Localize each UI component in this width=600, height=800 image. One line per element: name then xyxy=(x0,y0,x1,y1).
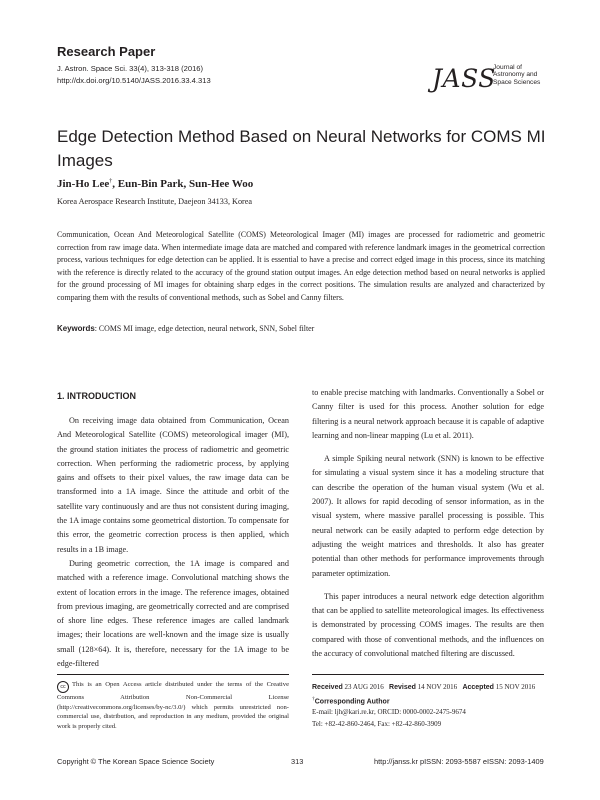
paper-title: Edge Detection Method Based on Neural Networks for COMS MI Images xyxy=(57,127,546,170)
corresponding-mark: † xyxy=(312,695,315,702)
revised-date: 14 NOV 2016 xyxy=(417,683,458,691)
right-column xyxy=(312,386,544,661)
keywords xyxy=(57,324,545,333)
journal-logo-line: Space Sciences xyxy=(493,78,541,86)
footnote-divider xyxy=(312,674,544,675)
paragraph: to enable precise matching with landmarks. Conventionally a Sobel or Canny filter is used for this process. Another solution for edge filtering is a neural network approach because it is capable of adaptive learning and non-linear mapping (Lu et al. 2011). xyxy=(312,388,544,440)
journal-logo xyxy=(432,62,552,98)
keywords-list: : COMS MI image, edge detection, neural network, SNN, Sobel filter xyxy=(94,324,315,333)
affiliation: Korea Aerospace Research Institute, Daejeon 34133, Korea xyxy=(57,197,253,206)
journal-logo-line: Astronomy and xyxy=(493,71,538,79)
revised-label: Revised xyxy=(389,684,416,691)
journal-logo-mark: JASS xyxy=(432,64,496,93)
corresponding-author xyxy=(312,694,548,708)
author-list xyxy=(57,178,253,190)
creative-commons-icon: cc xyxy=(57,681,69,693)
copyright-notice: Copyright © The Korean Space Science Society xyxy=(57,757,215,766)
accepted-date: 15 NOV 2016 xyxy=(495,683,536,691)
section-heading: 1. INTRODUCTION xyxy=(57,391,137,401)
corresponding-author-mark: † xyxy=(109,178,113,185)
paragraph: During geometric correction, the 1A image is compared and matched with a reference image. Convolutional matching shows the extent of location errors in the image. The reference images, obtained from previous imaging, are geometrically corrected and are comprised of shore line edges. These reference images are called landmark images; their locations are well-known and the image size is usually small (128×64). It is, therefore, necessary for the 1A image to be edge-filtered xyxy=(57,558,289,669)
corresponding-label: Corresponding Author xyxy=(314,697,390,705)
abstract: Communication, Ocean And Meteorological Satellite (COMS) Meteorological Imager (MI) images are processed for radiometric and geometric correction from raw image data. When intermediate image data are matched and compared with reference landmark images in the geometrical correction process, various techniques for edge detection can be applied. It is essential to have a precise and correct edged image in this process, since its matching with the reference is directly related to the accuracy of the ground station output images. An edge detection method based on neural networks is applied for the ground processing of MI images for obtaining sharp edges in the correct positions. The simulation results are analyzed and characterized by comparing them with the results of conventional methods, such as Sobel and Canny filters. xyxy=(57,230,545,302)
journal-logo-text xyxy=(493,64,540,86)
left-column xyxy=(57,414,289,671)
issn-line: http://janss.kr pISSN: 2093-5587 eISSN: 2093-1409 xyxy=(374,757,544,766)
accepted-label: Accepted xyxy=(462,684,494,691)
article-history xyxy=(312,682,548,730)
paragraph: On receiving image data obtained from Communication, Ocean And Meteorological Satellite (COMS) meteorological imager (MI), the ground station initiates the process of radiometric and geometric correction. When performing the radiometric process, by applying gains and offsets to their pixel values, the raw image data can be transformed into a 1A image. Since the attitude and orbit of the satellite vary continuously and are thus not consistent during imaging, the 1A image contains some geometrical distortion. To compensate for this error, the geometric correction process is then applied, which results in a 1B image. xyxy=(57,416,289,554)
footnote-divider xyxy=(57,674,289,675)
license-text: This is an Open Access article distributed under the terms of the Creative Commons Attribution Non-Commercial License (http://creativecommons.org/licenses/by-nc/3.0/) which permits unrestricted non-commercial use, distribution, and reproduction in any medium, provided the original work is properly cited. xyxy=(57,681,289,730)
contact-email[interactable]: E-mail: ljh@kari.re.kr, ORCID: 0000-0002-2475-9674 xyxy=(312,708,466,717)
license-notice xyxy=(57,680,289,731)
received-label: Received xyxy=(312,684,343,691)
received-date: 23 AUG 2016 xyxy=(344,683,384,691)
first-author: Jin-Ho Lee xyxy=(57,178,110,190)
paragraph: A simple Spiking neural network (SNN) is known to be effective for simulating a visual system since it has a modeling structure that can describe the operation of the human visual system (Wu et al. 2007). It allows for rapid decoding of sensor information, as in the visual system, where massive parallel processing is possible. This neural network can be easily adapted to perform edge detection by adjusting the weight matrices and thresholds. It also has greater potential than other methods for performance improvements through parameter optimization. xyxy=(312,454,544,578)
keywords-label: Keywords xyxy=(57,324,95,333)
doi-link[interactable]: http://dx.doi.org/10.5140/JASS.2016.33.4.313 xyxy=(57,76,211,85)
article-type-label: Research Paper xyxy=(57,44,156,59)
journal-citation: J. Astron. Space Sci. 33(4), 313-318 (2016) xyxy=(57,64,204,73)
page-number: 313 xyxy=(291,757,304,766)
journal-logo-line: Journal of xyxy=(493,64,522,71)
paragraph: This paper introduces a neural network edge detection algorithm that can be applied to satellite meteorological images. Its effectiveness is demonstrated by processing COMS images. The results are then compared with those of conventional methods, and the influences on the accuracy of convolutional matched filtering are discussed. xyxy=(312,591,544,659)
contact-phone: Tel: +82-42-860-2464, Fax: +82-42-860-3909 xyxy=(312,719,442,728)
history-dates xyxy=(312,682,548,694)
other-authors: , Eun-Bin Park, Sun-Hee Woo xyxy=(112,178,254,190)
